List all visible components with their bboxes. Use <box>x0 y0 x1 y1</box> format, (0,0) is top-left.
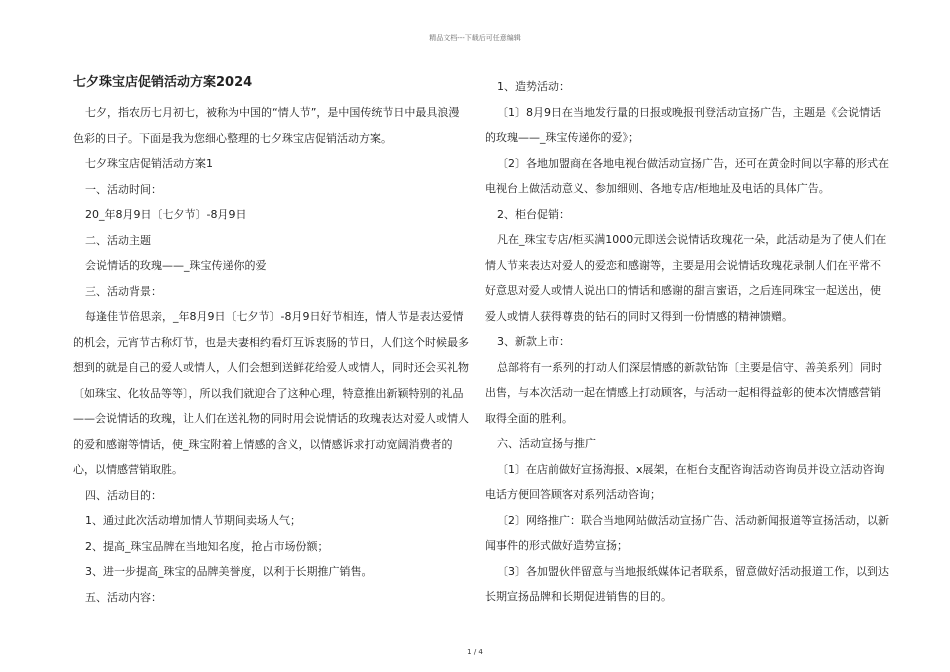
list-paragraph: 〔1〕在店前做好宣扬海报、x展架，在柜台支配咨询活动咨询员并设立活动咨询电话方便回答顾客对系列活动咨询； <box>485 462 885 501</box>
section-heading-promotion: 六、活动宣扬与推广 <box>497 437 596 450</box>
theme-value: 会说情话的玫瑰——_珠宝传递你的爱 <box>85 259 267 272</box>
section-heading-theme: 二、活动主题 <box>85 233 151 247</box>
subsection-heading: 1、造势活动： <box>497 80 570 93</box>
subsection-heading: 2、柜台促销： <box>497 207 570 221</box>
purpose-item: 1、通过此次活动增加情人节期间卖场人气； <box>85 514 301 527</box>
plan-heading: 七夕珠宝店促销活动方案1 <box>85 157 213 170</box>
section-heading-purpose: 四、活动目的： <box>85 488 162 502</box>
page-header: 精品文档---下载后可任意编辑 <box>429 34 521 42</box>
body-paragraph: 凡在_珠宝专店/柜买满1000元即送会说情话玫瑰花一朵，此活动是为了使人们在情人节来表达对爱人的爱恋和感谢等，主要是用会说情话玫瑰花录制人们在平常不好意思对爱人或情人说出口的情话和感谢的甜言蜜语，之后连同珠宝一起送出，使爱人或情人获得尊贵的钻石的同时又得到一份情感的精神馈赠。 <box>485 233 887 323</box>
list-paragraph: 〔2〕各地加盟商在各地电视台做活动宣扬广告，还可在黄金时间以字幕的形式在电视台上做活动意义、参加细则、各地专店/柜地址及电话的具体广告。 <box>485 156 889 195</box>
intro-paragraph: 七夕，指农历七月初七，被称为中国的“情人节”，是中国传统节日中最具浪漫色彩的日子。下面是我为您细心整理的七夕珠宝店促销活动方案。 <box>73 106 460 145</box>
time-value: 20_年8月9日〔七夕节〕-8月9日 <box>85 208 247 221</box>
list-paragraph: 〔2〕网络推广：联合当地网站做活动宣扬广告、活动新闻报道等宣扬活动，以新闻事件的形式做好造势宣扬； <box>485 513 889 552</box>
section-heading-content: 五、活动内容： <box>85 590 162 604</box>
right-column <box>485 74 890 610</box>
list-paragraph: 〔1〕8月9日在当地发行量的日报或晚报刊登活动宣扬广告，主题是《会说情话的玫瑰——_珠宝传递你的爱》； <box>485 105 881 144</box>
left-column <box>73 74 469 610</box>
page-number: 1 / 4 <box>467 648 483 656</box>
background-paragraph: 每逢佳节倍思亲，_年8月9日〔七夕节〕-8月9日好节相连，情人节是表达爱情的机会，元宵节古称灯节，也是夫妻相约看灯互诉衷肠的节日，人们这个时候最多想到的就是自己的爱人或情人，人们会想到送鲜花给爱人或情人，同时还会买礼物〔如珠宝、化妆品等等〕，所以我们就迎合了这种心理，特意推出新颖特别的礼品——会说情话的玫瑰，让人们在送礼物的同时用会说情话的玫瑰表达对爱人或情人的爱和感谢等情话，使_珠宝附着上情感的含义，以情感诉求打动宽阔消费者的心，以情感营销取胜。 <box>73 310 469 476</box>
purpose-item: 2、提高_珠宝品牌在当地知名度，抢占市场份额； <box>85 539 329 553</box>
purpose-item: 3、进一步提高_珠宝的品牌美誉度，以利于长期推广销售。 <box>85 565 373 578</box>
subsection-heading: 3、新款上市： <box>497 335 570 348</box>
list-paragraph: 〔3〕各加盟伙伴留意与当地报纸媒体记者联系，留意做好活动报道工作，以到达长期宣扬品牌和长期促进销售的目的。 <box>485 564 889 603</box>
section-heading-time: 一、活动时间： <box>85 182 162 196</box>
body-paragraph: 总部将有一系列的打动人们深层情感的新款钻饰〔主要是信守、善美系列〕同时出售，与本次活动一起在情感上打动顾客，与活动一起相得益彰的使本次情感营销取得全面的胜利。 <box>485 360 882 425</box>
section-heading-background: 三、活动背景： <box>85 284 162 298</box>
document-title: 七夕珠宝店促销活动方案2024 <box>73 75 253 90</box>
